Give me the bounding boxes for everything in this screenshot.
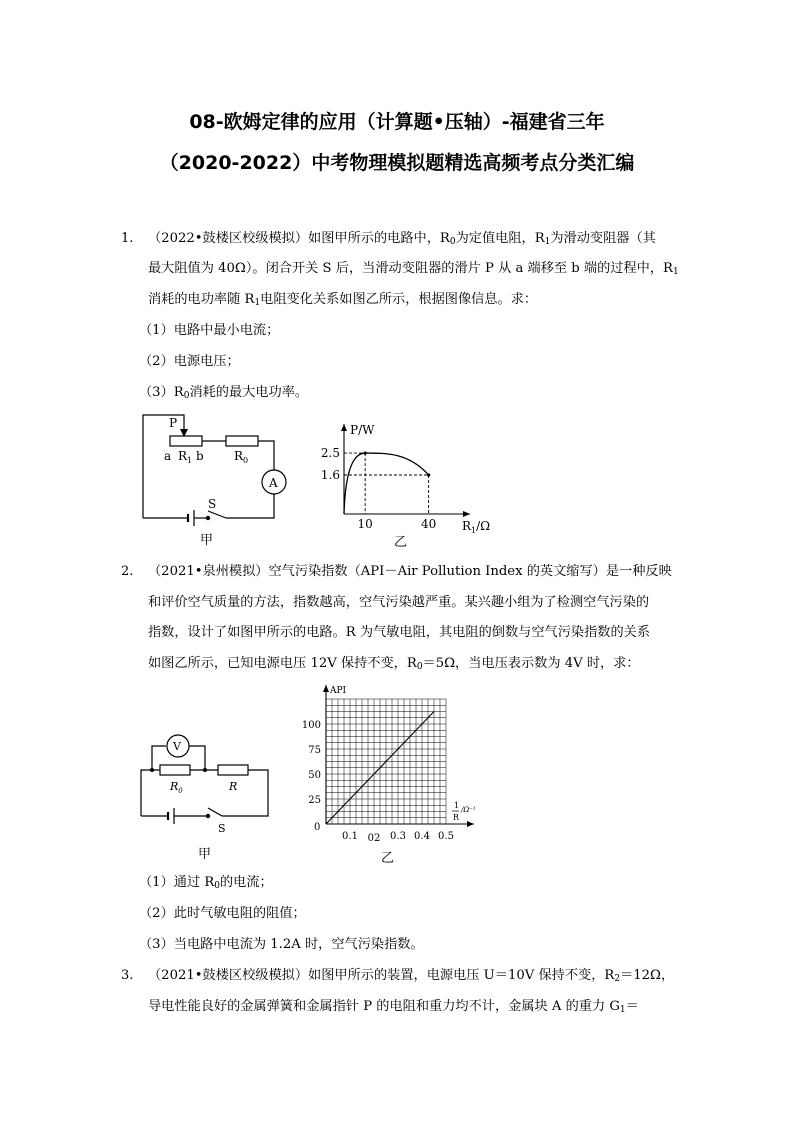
label-p: P <box>169 416 178 430</box>
q2-circuit-caption: 甲 <box>198 847 212 862</box>
q2-line4: 如图乙所示，已知电源电压 12V 保持不变，$R_0=5\Omega$，当电压表示数为 4V 时，求： <box>148 656 640 672</box>
page-title-line1: 08-欧姆定律的应用（计算题•压轴）-福建省三年 <box>189 111 605 133</box>
y-tick-label: 25 <box>308 795 321 806</box>
q1-circuit-diagram <box>136 410 296 550</box>
y-tick-label: 1.6 <box>320 468 340 482</box>
x-tick-label: 02 <box>367 833 381 844</box>
y-axis-label: API <box>330 686 347 696</box>
page-title-line2: （2020-2022）中考物理模拟题精选高频考点分类汇编 <box>159 152 635 174</box>
origin-label: 0 <box>314 822 321 833</box>
q2-line3: 指数，设计了如图甲所示的电路。R 为气敏电阻，其电阻的倒数与空气污染指数的关系 <box>148 625 651 640</box>
resistor-r0 <box>226 436 258 446</box>
rheostat-r1 <box>170 436 202 446</box>
q1-sub2: （2）电源电压； <box>139 354 240 369</box>
label-r0: $R_0$ <box>234 449 249 465</box>
q1-line1: （2022•鼓楼区校级模拟）如图甲所示的电路中，$R_0$为定值电阻，$R_1$为滑动变阻器（其 <box>148 231 656 247</box>
y-tick-label: 75 <box>308 745 321 756</box>
q2-sub3: （3）当电路中电流为 1.2A 时，空气污染指数。 <box>139 937 424 952</box>
label-a: a <box>164 449 172 463</box>
resistor-r0 <box>160 765 190 775</box>
x-tick-label: 0.4 <box>414 831 430 842</box>
y-axis-label: P/W <box>350 423 375 437</box>
q2-circuit-diagram <box>136 730 276 870</box>
q1-line2: 最大阻值为 40Ω）。闭合开关 S 后，当滑动变阻器的滑片 P 从 a 端移至 b 端的过程中，$R_1$ <box>148 261 679 277</box>
label-ammeter: A <box>269 476 278 490</box>
q1-number: 1. <box>121 231 134 246</box>
q3-number: 3. <box>121 968 134 983</box>
y-tick-label: 2.5 <box>320 446 340 461</box>
x-tick-label: 40 <box>420 517 437 531</box>
x-tick-label: 0.1 <box>342 831 358 842</box>
x-axis-arrow <box>467 821 474 827</box>
x-axis-label-den: R <box>453 813 460 822</box>
y-axis-arrow <box>341 424 347 431</box>
switch-s <box>208 808 222 816</box>
q2-sub2: （2）此时气敏电阻的阻值； <box>139 906 306 921</box>
q2-sub1: （1）通过 $R_0$的电流； <box>139 875 273 891</box>
y-tick-label: 50 <box>308 770 321 781</box>
switch-s <box>208 511 226 518</box>
q3-line1: （2021•鼓楼区校级模拟）如图甲所示的装置，电源电压 U＝10V 保持不变，$R_2=12\Omega$， <box>148 968 675 984</box>
label-r: R <box>229 780 238 793</box>
q1-line3: 消耗的电功率随 $R_1$电阻变化关系如图乙所示，根据图像信息。求： <box>148 292 538 308</box>
label-b: b <box>196 449 204 463</box>
y-axis-arrow <box>323 685 329 692</box>
x-axis-arrow <box>463 511 470 517</box>
x-axis-label-num: 1 <box>454 801 460 810</box>
label-v: V <box>173 740 181 753</box>
power-curve <box>344 453 429 514</box>
q2-number: 2. <box>121 564 134 579</box>
q1-circuit-caption: 甲 <box>200 533 214 548</box>
x-axis-label-unit: /Ω⁻¹ <box>461 806 476 814</box>
q3-line2: 导电性能良好的金属弹簧和金属指针 P 的电阻和重力均不计，金属块 A 的重力 $G_1=$ <box>148 999 639 1015</box>
q2-line2: 和评价空气质量的方法，指数越高，空气污染越严重。某兴趣小组为了检测空气污染的 <box>148 595 650 610</box>
chart-caption: 乙 <box>381 851 395 866</box>
label-s: S <box>208 497 217 511</box>
chart-caption: 乙 <box>394 535 408 550</box>
x-tick-label: 10 <box>357 517 373 531</box>
label-r0: $R_0$ <box>170 780 183 795</box>
q2-api-chart <box>298 682 498 872</box>
q1-sub1: （1）电路中最小电流； <box>139 323 280 338</box>
q1-sub3: $(3)R_0$消耗的最大电功率。 <box>139 385 309 401</box>
q1-power-chart <box>316 418 491 550</box>
label-r1: $R_1$ <box>178 449 193 465</box>
x-axis-label: $R_1/\Omega$ <box>462 519 491 535</box>
label-s: S <box>218 822 226 835</box>
gas-sensor-r <box>218 765 248 775</box>
q2-line1: （2021•泉州模拟）空气污染指数（API－Air Pollution Index 的英文缩写）是一种反映 <box>148 564 672 579</box>
x-tick-label: 0.3 <box>390 831 406 842</box>
y-tick-label: 100 <box>301 720 321 731</box>
x-tick-label: 0.5 <box>438 831 454 842</box>
